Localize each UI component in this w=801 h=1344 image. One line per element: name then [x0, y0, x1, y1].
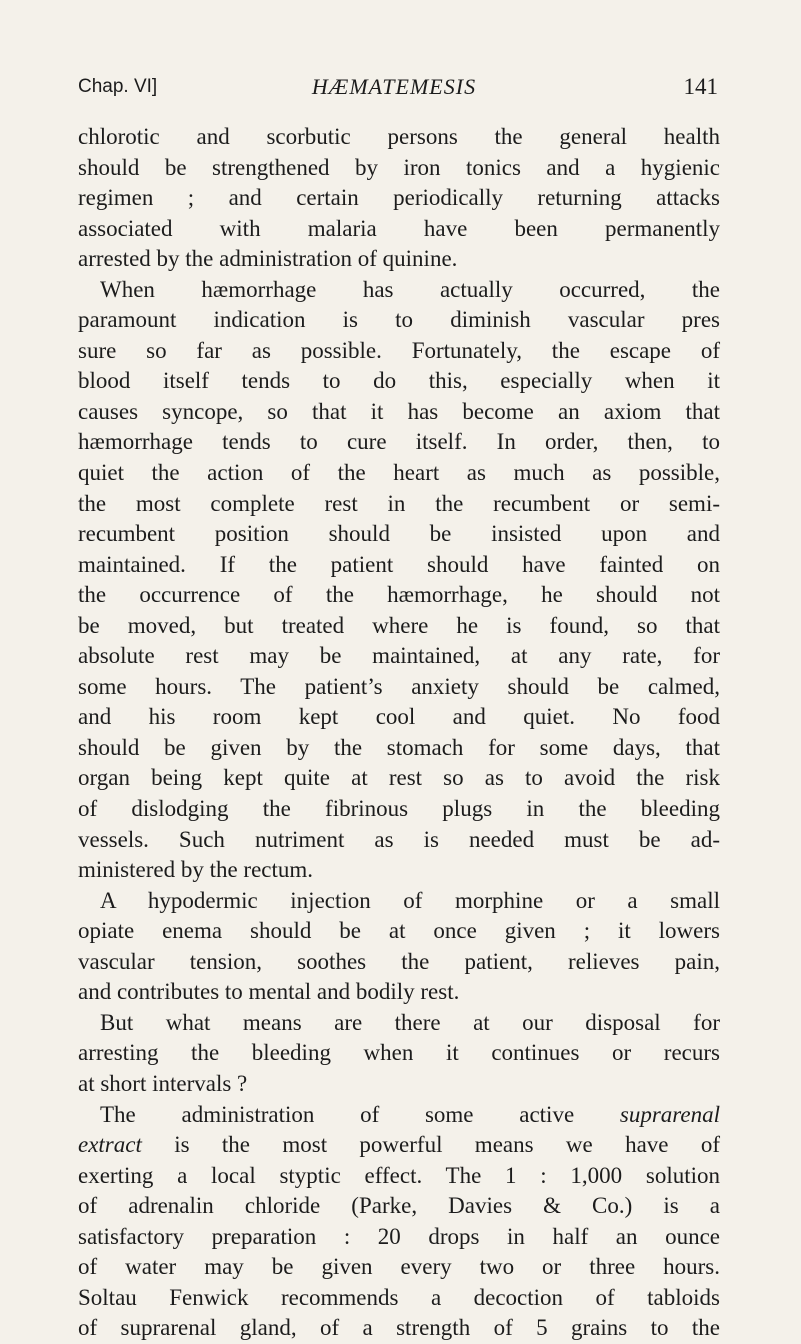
text-line: hæmorrhage tends to cure itself. In order, then, to [78, 429, 720, 455]
text-line: at short intervals ? [78, 1070, 248, 1096]
page-number: 141 [683, 74, 718, 99]
text-line: of water may be given every two or three hours. [78, 1254, 720, 1280]
text-line: should be given by the stomach for some days, that [78, 734, 720, 760]
text-line: organ being kept quite at rest so as to avoid the risk [78, 765, 720, 791]
text-line: of dislodging the fibrinous plugs in the bleeding [78, 796, 720, 822]
text-line [78, 1100, 720, 1131]
text-line: should be strengthened by iron tonics and a hygienic [78, 154, 720, 180]
text-line: vascular tension, soothes the patient, relieves pain, [78, 948, 720, 974]
text-line: arrested by the administration of quinine. [78, 246, 458, 272]
running-title: HÆMATEMESIS [311, 74, 477, 99]
body-text [78, 122, 720, 1344]
text-segment: The administration of some active [100, 1101, 575, 1127]
text-line: of suprarenal gland, of a strength of 5 grains to the [78, 1315, 720, 1341]
text-line: A hypodermic injection of morphine or a small [100, 887, 720, 913]
text-line: exerting a local styptic effect. The 1 : 1,000 solution [78, 1162, 720, 1188]
text-segment: is the most powerful means we have of [174, 1132, 721, 1158]
text-line: blood itself tends to do this, especially when it [78, 368, 720, 394]
italic-term: extract [78, 1132, 142, 1158]
text-line: satisfactory preparation : 20 drops in half an ounce [78, 1223, 720, 1249]
text-line: chlorotic and scorbutic persons the general health [78, 124, 720, 149]
text-line: When hæmorrhage has actually occurred, the [100, 276, 720, 302]
text-line: be moved, but treated where he is found, so that [78, 612, 720, 638]
text-line: vessels. Such nutriment as is needed must be ad- [78, 826, 720, 852]
text-line: of adrenalin chloride (Parke, Davies & Co.) is a [78, 1193, 720, 1219]
text-line: quiet the action of the heart as much as possible, [78, 460, 720, 486]
italic-term: suprarenal [619, 1101, 720, 1127]
text-line: ministered by the rectum. [78, 857, 314, 883]
text-line: regimen ; and certain periodically returning attacks [78, 185, 720, 211]
text-line: the occurrence of the hæmorrhage, he should not [78, 582, 720, 608]
text-line: paramount indication is to diminish vascular pres [78, 307, 720, 333]
text-line: opiate enema should be at once given ; it lowers [78, 918, 720, 944]
text-line [78, 1130, 720, 1161]
text-line: some hours. The patient’s anxiety should be calmed, [78, 673, 720, 699]
text-line: maintained. If the patient should have fainted on [78, 551, 720, 577]
text-line: Soltau Fenwick recommends a decoction of tabloids [78, 1284, 720, 1310]
text-line: sure so far as possible. Fortunately, the escape of [78, 337, 720, 363]
text-line: recumbent position should be insisted upon and [78, 521, 720, 547]
text-line: associated with malaria have been permanently [78, 215, 720, 241]
running-head [78, 74, 718, 102]
text-line: and his room kept cool and quiet. No food [78, 704, 720, 730]
text-line: and contributes to mental and bodily rest. [78, 979, 460, 1005]
text-line: the most complete rest in the recumbent or semi- [78, 490, 720, 516]
text-line: But what means are there at our disposal for [100, 1009, 720, 1035]
chapter-label: Chap. VI] [78, 76, 158, 97]
text-line: arresting the bleeding when it continues or recurs [78, 1040, 720, 1066]
text-line: absolute rest may be maintained, at any rate, for [78, 643, 720, 669]
text-line: causes syncope, so that it has become an axiom that [78, 398, 720, 424]
